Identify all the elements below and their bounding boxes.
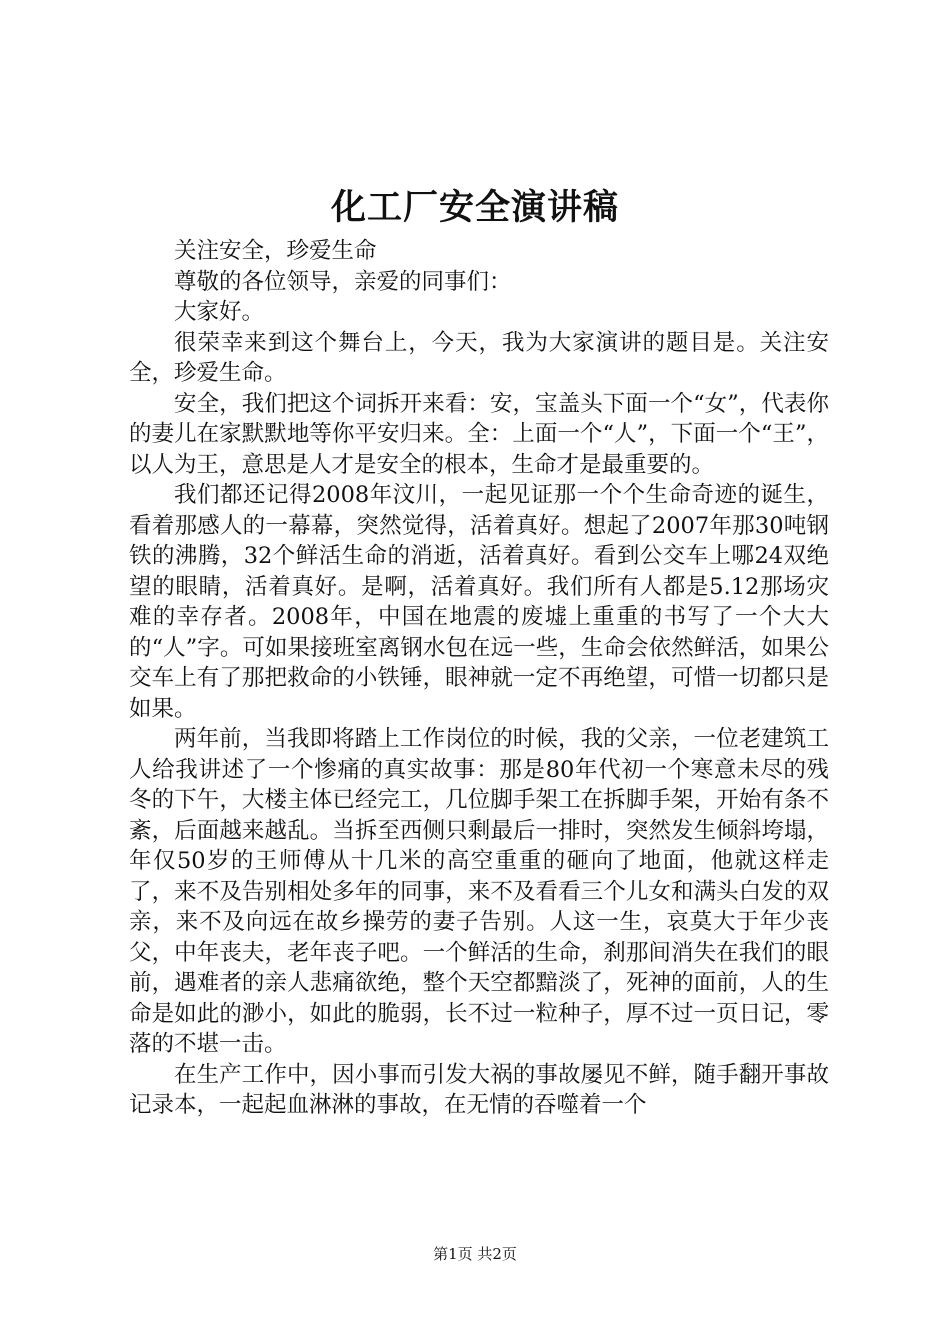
document-body <box>129 236 829 1121</box>
paragraph-intro: 很荣幸来到这个舞台上，今天，我为大家演讲的题目是。关注安全，珍爱生命。 <box>129 329 829 386</box>
paragraph-greeting: 大家好。 <box>174 299 265 325</box>
paragraph-salutation: 尊敬的各位领导，亲爱的同事们： <box>174 268 512 295</box>
page-number-footer: 第1页 共2页 <box>433 1245 517 1263</box>
paragraph-wenchuan: 我们都还记得2008年汶川，一起见证那一个个生命奇迹的诞生，看着那感人的一幕幕，突然觉得，活着真好。想起了2007年那30吨钢铁的沸腾，32个鲜活生命的消逝，活着真好。看到公交车上哪24双绝望的眼睛，活着真好。是啊，活着真好。我们所有人都是5.12那场灾难的幸存者。2008年，中国在地震的废墟上重重的书写了一个大大的“人”字。可如果接班室离钢水包在远一些，生命会依然鲜活，如果公交车上有了那把救命的小铁锤，眼神就一定不再绝望，可惜一切都只是如果。 <box>129 482 829 722</box>
paragraph-accidents: 在生产工作中，因小事而引发大祸的事故屡见不鲜，随手翻开事故记录本，一起起血淋淋的事故，在无情的吞噬着一个 <box>129 1061 829 1118</box>
paragraph-story: 两年前，当我即将踏上工作岗位的时候，我的父亲，一位老建筑工人给我讲述了一个惨痛的真实故事：那是80年代初一个寒意未尽的残冬的下午，大楼主体已经完工，几位脚手架工在拆脚手架，开始有条不紊，后面越来越乱。当拆至西侧只剩最后一排时，突然发生倾斜垮塌，年仅50岁的王师傅从十几米的高空重重的砸向了地面，他就这样走了，来不及告别相处多年的同事，来不及看看三个儿女和满头白发的双亲，来不及向远在故乡操劳的妻子告别。人这一生，哀莫大于年少丧父，中年丧夫，老年丧子吧。一个鲜活的生命，刹那间消失在我们的眼前，遇难者的亲人悲痛欲绝，整个天空都黯淡了，死神的面前，人的生命是如此的渺小，如此的脆弱，长不过一粒种子，厚不过一页日记，零落的不堪一击。 <box>129 726 829 1057</box>
paragraph-safety-meaning: 安全，我们把这个词拆开来看：安，宝盖头下面一个“女”，代表你的妻儿在家默默地等你平安归来。全：上面一个“人”，下面一个“王”，以人为王，意思是人才是安全的根本，生命才是最重要的。 <box>129 390 829 478</box>
document-title: 化工厂安全演讲稿 <box>330 187 619 228</box>
paragraph-subtitle: 关注安全，珍爱生命 <box>174 238 377 264</box>
